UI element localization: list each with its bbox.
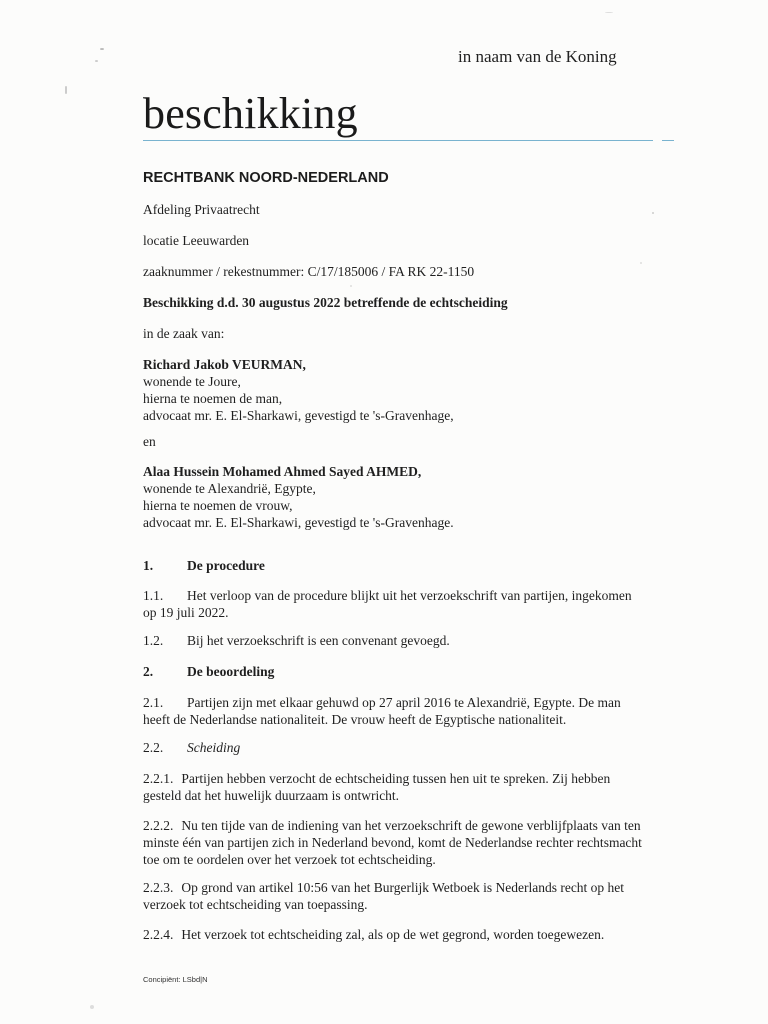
paragraph-2-2-2-line1: Nu ten tijde van de indiening van het verzoekschrift de gewone verblijfplaats van ten <box>181 818 641 833</box>
paragraph-2-2-3-number: 2.2.3. <box>143 880 174 895</box>
paragraph-2-2-1-line2: gesteld dat het huwelijk duurzaam is ontwricht. <box>143 788 400 803</box>
party-man-name: Richard Jakob VEURMAN, <box>143 357 306 372</box>
paragraph-1-2 <box>143 632 450 649</box>
scan-speck <box>95 60 98 62</box>
party-woman-designation: hierna te noemen de vrouw, <box>143 498 293 513</box>
section-1-heading <box>143 557 265 574</box>
paragraph-1-2-text: Bij het verzoekschrift is een convenant gevoegd. <box>187 633 450 648</box>
scan-speck <box>65 86 67 94</box>
paragraph-2-2-4 <box>143 926 604 943</box>
paragraph-2-2-number: 2.2. <box>143 740 164 755</box>
paragraph-2-1-line2: heeft de Nederlandse nationaliteit. De vrouw heeft de Egyptische nationaliteit. <box>143 712 567 727</box>
section-1-title: De procedure <box>187 558 265 573</box>
section-2-heading <box>143 663 274 680</box>
title-rule-tail <box>662 140 674 141</box>
connector-en: en <box>143 434 156 449</box>
royal-formula: in naam van de Koning <box>458 47 617 66</box>
concipient-code: Concipiënt: LSbd|N <box>143 975 208 984</box>
party-woman-lawyer: advocaat mr. E. El-Sharkawi, gevestigd te 's-Gravenhage. <box>143 515 454 530</box>
paragraph-1-1 <box>143 587 632 621</box>
paragraph-2-2-2-line3: toe om te oordelen over het verzoek tot echtscheiding. <box>143 852 436 867</box>
party-woman-residence: wonende te Alexandrië, Egypte, <box>143 481 316 496</box>
paragraph-2-2-3-line2: verzoek tot echtscheiding van toepassing. <box>143 897 368 912</box>
party-man-lawyer: advocaat mr. E. El-Sharkawi, gevestigd te 's-Gravenhage, <box>143 408 454 423</box>
paragraph-2-2-4-text: Het verzoek tot echtscheiding zal, als op de wet gegrond, worden toegewezen. <box>181 927 605 942</box>
paragraph-2-2-3 <box>143 879 624 913</box>
title-rule <box>143 140 653 141</box>
party-man-residence: wonende te Joure, <box>143 374 241 389</box>
paragraph-1-1-line2: op 19 juli 2022. <box>143 605 229 620</box>
paragraph-2-1-line1: Partijen zijn met elkaar gehuwd op 27 april 2016 te Alexandrië, Egypte. De man <box>187 695 621 710</box>
paragraph-2-2-3-line1: Op grond van artikel 10:56 van het Burgerlijk Wetboek is Nederlands recht op het <box>181 880 625 895</box>
scan-speck <box>605 12 613 13</box>
paragraph-1-2-number: 1.2. <box>143 633 164 648</box>
party-woman <box>143 463 454 531</box>
scan-speck <box>640 262 642 264</box>
document-title: beschikking <box>143 89 358 138</box>
paragraph-2-2-2 <box>143 817 642 868</box>
section-2-number: 2. <box>143 664 154 679</box>
decision-subject: Beschikking d.d. 30 augustus 2022 betreffende de echtscheiding <box>143 295 508 310</box>
paragraph-2-2-1-number: 2.2.1. <box>143 771 174 786</box>
paragraph-2-1-number: 2.1. <box>143 695 164 710</box>
section-2-title: De beoordeling <box>187 664 275 679</box>
department: Afdeling Privaatrecht <box>143 202 260 217</box>
paragraph-1-1-number: 1.1. <box>143 588 164 603</box>
scan-speck <box>652 212 654 214</box>
case-intro: in de zaak van: <box>143 326 225 341</box>
party-woman-name: Alaa Hussein Mohamed Ahmed Sayed AHMED, <box>143 464 422 479</box>
scan-speck <box>90 1005 94 1009</box>
party-man <box>143 356 454 424</box>
paragraph-2-2-2-line2: minste één van partijen zich in Nederland bevond, komt de Nederlandse rechter rechtsmacht <box>143 835 642 850</box>
scan-speck <box>350 285 352 287</box>
paragraph-2-2-heading: Scheiding <box>187 740 241 755</box>
case-number: zaaknummer / rekestnummer: C/17/185006 / FA RK 22-1150 <box>143 264 475 279</box>
party-man-designation: hierna te noemen de man, <box>143 391 283 406</box>
location: locatie Leeuwarden <box>143 233 250 248</box>
paragraph-2-1 <box>143 694 621 728</box>
paragraph-1-1-line1: Het verloop van de procedure blijkt uit het verzoekschrift van partijen, ingekomen <box>187 588 632 603</box>
section-1-number: 1. <box>143 558 154 573</box>
paragraph-2-2-1-line1: Partijen hebben verzocht de echtscheiding tussen hen uit te spreken. Zij hebben <box>181 771 611 786</box>
paragraph-2-2-1 <box>143 770 610 804</box>
paragraph-2-2-4-number: 2.2.4. <box>143 927 174 942</box>
court-name: RECHTBANK NOORD-NEDERLAND <box>143 170 389 186</box>
paragraph-2-2 <box>143 739 240 756</box>
scan-speck <box>100 48 104 50</box>
paragraph-2-2-2-number: 2.2.2. <box>143 818 174 833</box>
